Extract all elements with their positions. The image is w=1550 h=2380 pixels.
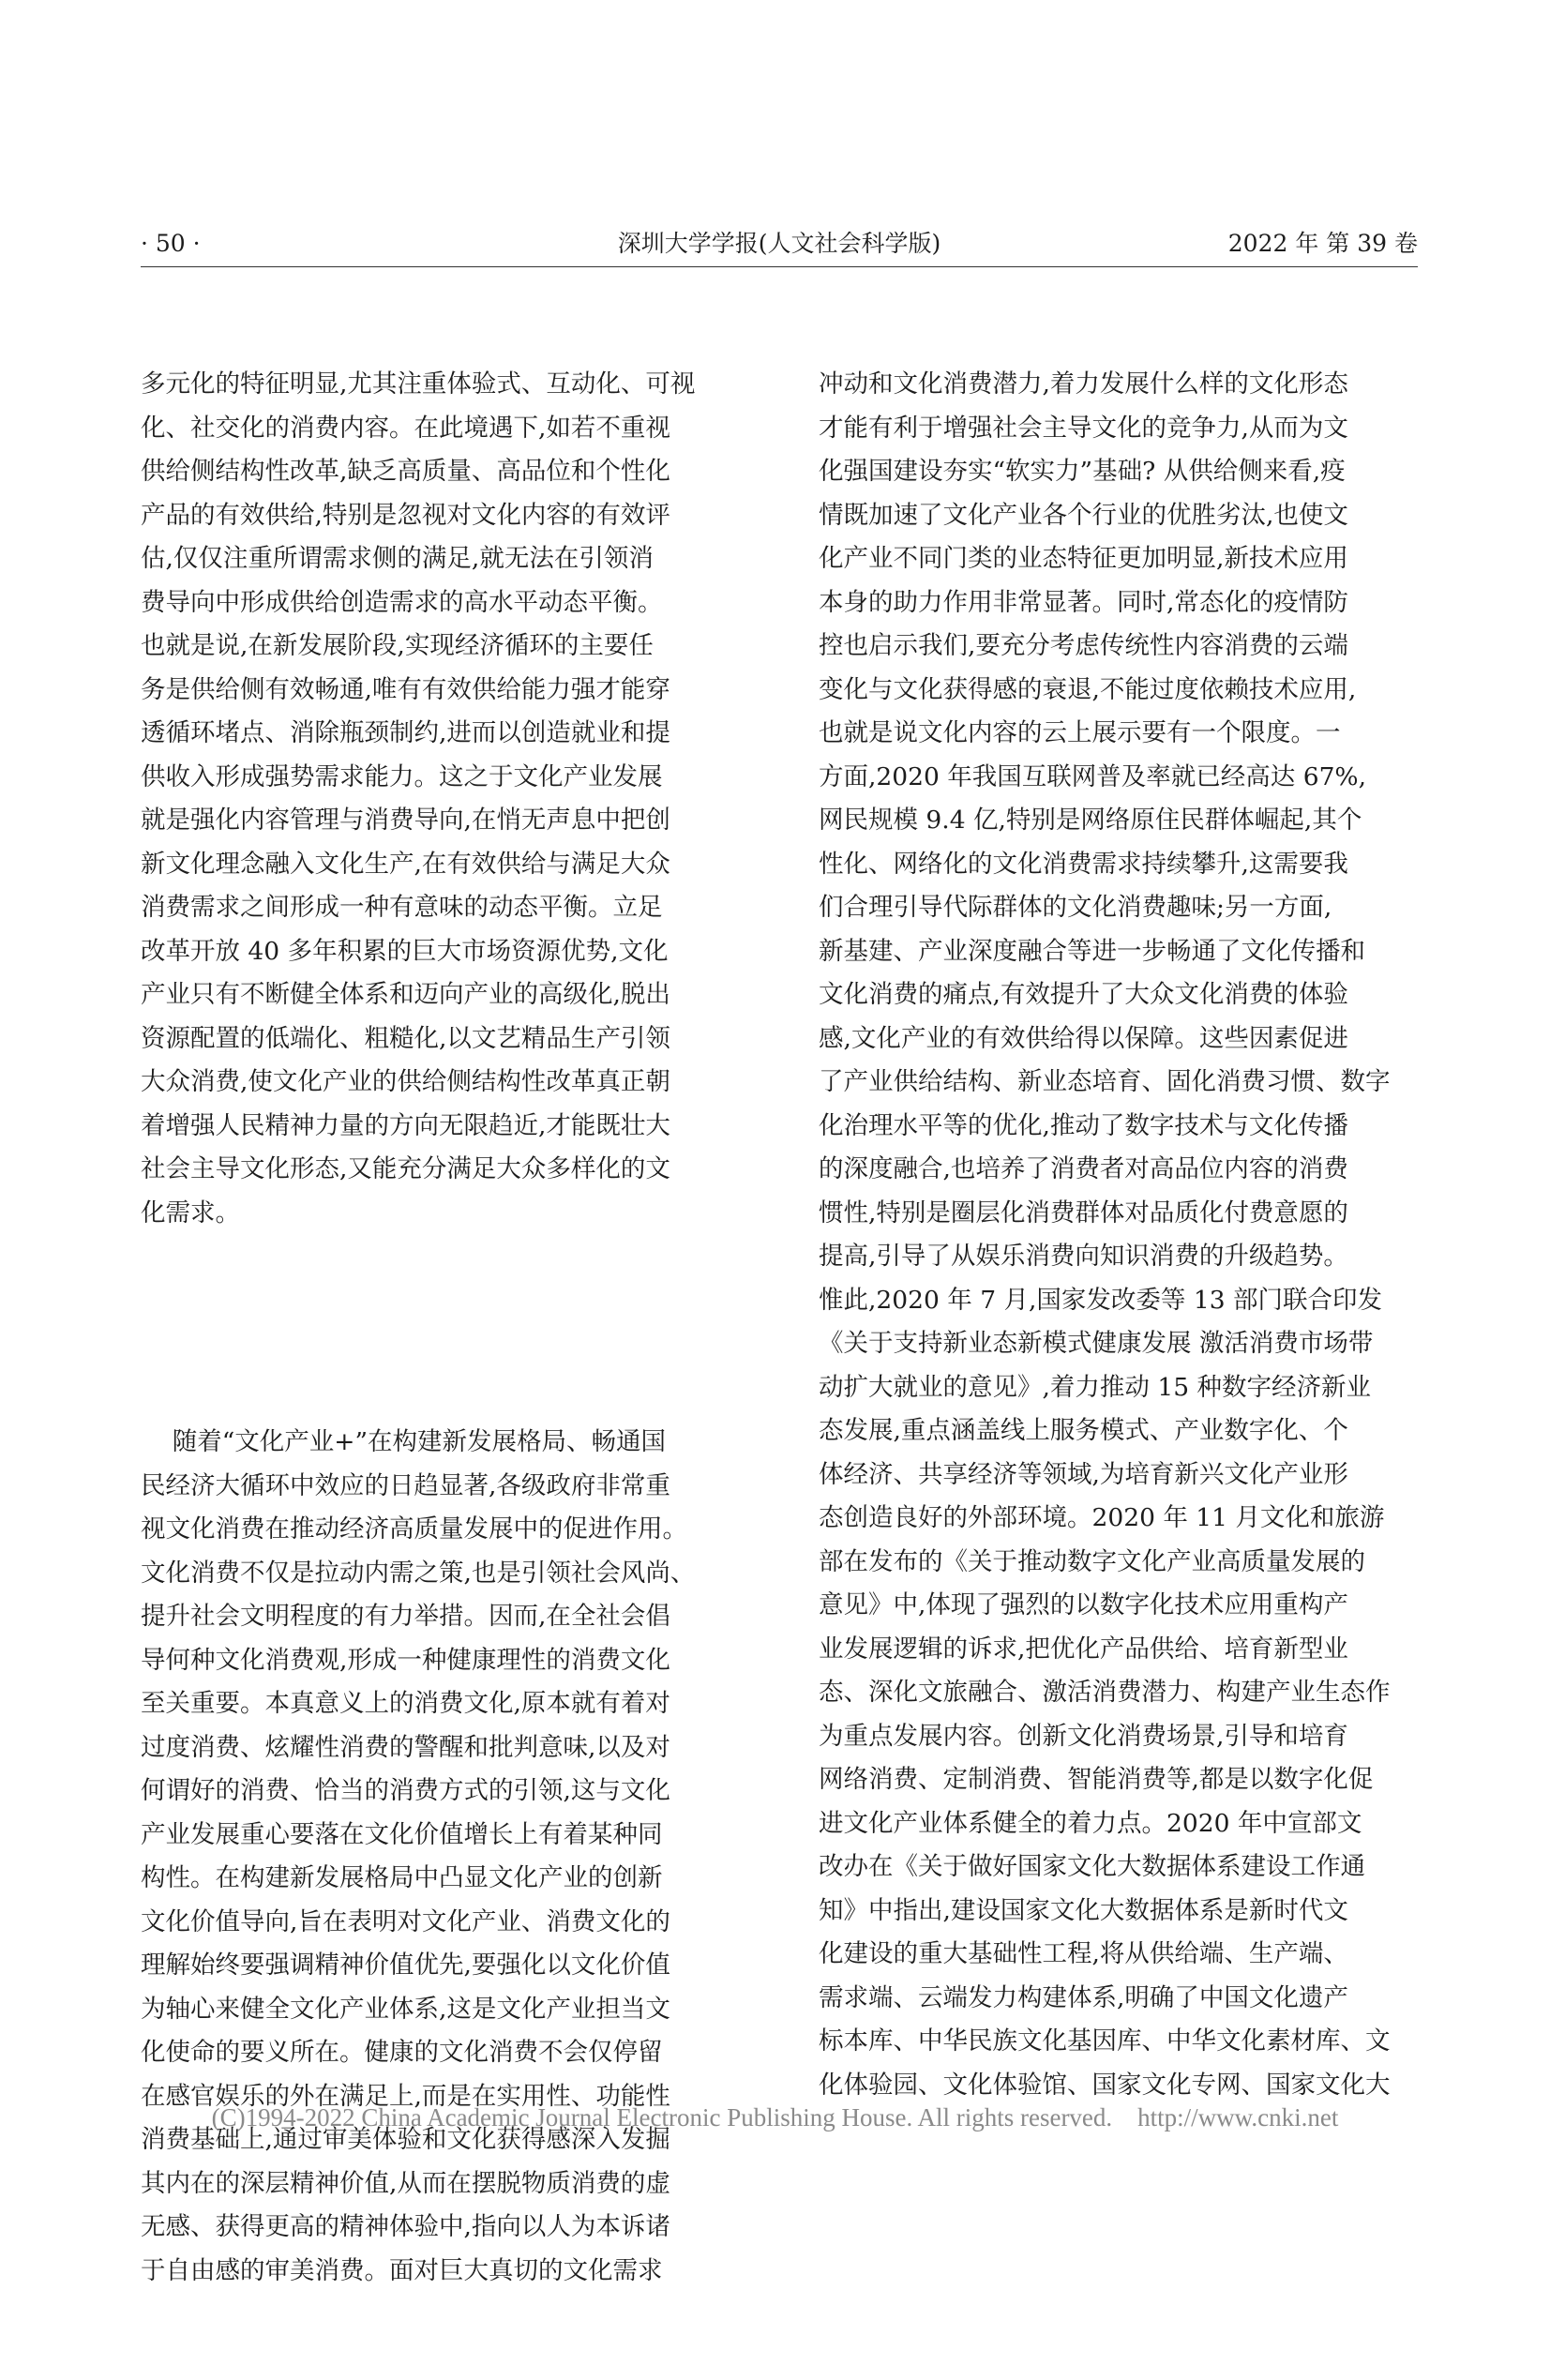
text-line: 产品的有效供给,特别是忽视对文化内容的有效评 <box>141 500 670 530</box>
running-header <box>141 225 1418 263</box>
text-line: 消费基础上,通过审美体验和文化获得感深入发掘 <box>141 2125 670 2154</box>
text-line: 部在发布的《关于推动数字文化产业高质量发展的 <box>819 1546 1365 1576</box>
text-line: 何谓好的消费、恰当的消费方式的引领,这与文化 <box>141 1776 670 1805</box>
text-line: 文化消费不仅是拉动内需之策,也是引领社会风尚、 <box>141 1558 696 1588</box>
header-rule <box>141 266 1418 267</box>
text-line: 了产业供给结构、新业态培育、固化消费习惯、数字 <box>819 1067 1391 1096</box>
text-line: 资源配置的低端化、粗糙化,以文艺精品生产引领 <box>141 1023 670 1053</box>
left-paragraph-2 <box>141 1421 741 2293</box>
volume-label: 2022 年 第 39 卷 <box>1227 230 1418 257</box>
text-line: 至关重要。本真意义上的消费文化,原本就有着对 <box>141 1689 670 1718</box>
text-line: 化建设的重大基础性工程,将从供给端、生产端、 <box>819 1939 1348 1968</box>
text-line: 意见》中,体现了强烈的以数字化技术应用重构产 <box>819 1590 1348 1619</box>
text-line: 情既加速了文化产业各个行业的优胜劣汰,也使文 <box>819 500 1348 530</box>
text-line: 为轴心来健全文化产业体系,这是文化产业担当文 <box>141 1994 670 2024</box>
text-line: 化产业不同门类的业态特征更加明显,新技术应用 <box>819 544 1348 573</box>
text-line: 也就是说文化内容的云上展示要有一个限度。一 <box>819 718 1341 747</box>
text-line: 惟此,2020 年 7 月,国家发改委等 13 部门联合印发 <box>819 1285 1382 1315</box>
journal-title: 深圳大学学报(人文社会科学版) <box>617 230 941 257</box>
paragraph-gap <box>141 1322 741 1333</box>
right-paragraph <box>819 363 1419 2107</box>
text-line: 改革开放 40 多年积累的巨大市场资源优势,文化 <box>141 936 669 966</box>
text-line: 产业发展重心要落在文化价值增长上有着某种同 <box>141 1819 663 1849</box>
text-line: 《关于支持新业态新模式健康发展 激活消费市场带 <box>819 1329 1374 1358</box>
text-line: 网络消费、定制消费、智能消费等,都是以数字化促 <box>819 1765 1374 1794</box>
text-line: 随着“文化产业+”在构建新发展格局、畅通国 <box>141 1427 666 1456</box>
text-line: 控也启示我们,要充分考虑传统性内容消费的云端 <box>819 631 1348 660</box>
text-line: 化需求。 <box>141 1198 240 1228</box>
text-line: 标本库、中华民族文化基因库、中华文化素材库、文 <box>819 2026 1391 2056</box>
text-line: 社会主导文化形态,又能充分满足大众多样化的文 <box>141 1154 670 1183</box>
text-line: 新基建、产业深度融合等进一步畅通了文化传播和 <box>819 936 1365 966</box>
text-line: 们合理引导代际群体的文化消费趣味;另一方面, <box>819 893 1332 922</box>
text-line: 进文化产业体系健全的着力点。2020 年中宣部文 <box>819 1808 1362 1838</box>
text-line: 其内在的深层精神价值,从而在摆脱物质消费的虚 <box>141 2168 670 2198</box>
text-line: 本身的助力作用非常显著。同时,常态化的疫情防 <box>819 587 1348 617</box>
text-line: 务是供给侧有效畅通,唯有有效供给能力强才能穿 <box>141 674 670 704</box>
text-line: 态发展,重点涵盖线上服务模式、产业数字化、个 <box>819 1416 1348 1445</box>
text-line: 就是强化内容管理与消费导向,在悄无声息中把创 <box>141 806 670 835</box>
text-line: 视文化消费在推动经济高质量发展中的促进作用。 <box>141 1514 687 1544</box>
text-line: 化、社交化的消费内容。在此境遇下,如若不重视 <box>141 413 670 443</box>
text-line: 文化价值导向,旨在表明对文化产业、消费文化的 <box>141 1906 670 1936</box>
text-line: 民经济大循环中效应的日趋显著,各级政府非常重 <box>141 1470 670 1500</box>
left-column <box>141 276 741 2380</box>
text-line: 构性。在构建新发展格局中凸显文化产业的创新 <box>141 1863 663 1892</box>
text-line: 多元化的特征明显,尤其注重体验式、互动化、可视 <box>141 369 696 399</box>
text-line: 着增强人民精神力量的方向无限趋近,才能既壮大 <box>141 1110 670 1140</box>
text-line: 态、深化文旅融合、激活消费潜力、构建产业生态作 <box>819 1678 1391 1707</box>
text-line: 为重点发展内容。创新文化消费场景,引导和培育 <box>819 1721 1348 1751</box>
text-line: 无感、获得更高的精神体验中,指向以人为本诉诸 <box>141 2212 670 2241</box>
text-line: 在感官娱乐的外在满足上,而是在实用性、功能性 <box>141 2081 670 2111</box>
copyright-footer: (C)1994-2022 China Academic Journal Electronic Publishing House. All rights reserved. http://www.cnki.net <box>211 2103 1339 2131</box>
right-column <box>819 276 1419 2194</box>
text-line: 动扩大就业的意见》,着力推动 15 种数字经济新业 <box>819 1372 1371 1402</box>
text-line: 变化与文化获得感的衰退,不能过度依赖技术应用, <box>819 674 1357 704</box>
text-line: 态创造良好的外部环境。2020 年 11 月文化和旅游 <box>819 1503 1385 1532</box>
text-line: 需求端、云端发力构建体系,明确了中国文化遗产 <box>819 1982 1348 2012</box>
text-line: 提升社会文明程度的有力举措。因而,在全社会倡 <box>141 1602 670 1631</box>
text-line: 于自由感的审美消费。面对巨大真切的文化需求 <box>141 2255 663 2285</box>
text-line: 估,仅仅注重所谓需求侧的满足,就无法在引领消 <box>141 544 654 573</box>
text-line: 提高,引导了从娱乐消费向知识消费的升级趋势。 <box>819 1242 1348 1271</box>
text-line: 化治理水平等的优化,推动了数字技术与文化传播 <box>819 1110 1348 1140</box>
page-number: · 50 · <box>141 230 201 257</box>
text-line: 导何种文化消费观,形成一种健康理性的消费文化 <box>141 1645 670 1675</box>
text-line: 大众消费,使文化产业的供给侧结构性改革真正朝 <box>141 1067 670 1096</box>
text-line: 供给侧结构性改革,缺乏高质量、高品位和个性化 <box>141 457 670 486</box>
text-line: 化使命的要义所在。健康的文化消费不会仅停留 <box>141 2038 663 2067</box>
text-line: 性化、网络化的文化消费需求持续攀升,这需要我 <box>819 849 1348 879</box>
text-line: 费导向中形成供给创造需求的高水平动态平衡。 <box>141 587 663 617</box>
text-line: 网民规模 9.4 亿,特别是网络原住民群体崛起,其个 <box>819 806 1362 835</box>
text-line: 的深度融合,也培养了消费者对高品位内容的消费 <box>819 1154 1348 1183</box>
left-paragraph-1 <box>141 363 741 1235</box>
text-line: 也就是说,在新发展阶段,实现经济循环的主要任 <box>141 631 654 660</box>
text-line: 文化消费的痛点,有效提升了大众文化消费的体验 <box>819 980 1348 1009</box>
text-line: 惯性,特别是圈层化消费群体对品质化付费意愿的 <box>819 1198 1348 1228</box>
text-line: 透循环堵点、消除瓶颈制约,进而以创造就业和提 <box>141 718 670 747</box>
text-line: 化强国建设夯实“软实力”基础? 从供给侧来看,疫 <box>819 457 1346 486</box>
text-line: 产业只有不断健全体系和迈向产业的高级化,脱出 <box>141 980 670 1009</box>
text-line: 业发展逻辑的诉求,把优化产品供给、培育新型业 <box>819 1634 1348 1664</box>
text-line: 消费需求之间形成一种有意味的动态平衡。立足 <box>141 893 663 922</box>
text-line: 化体验园、文化体验馆、国家文化专网、国家文化大 <box>819 2070 1391 2100</box>
text-line: 供收入形成强势需求能力。这之于文化产业发展 <box>141 761 663 791</box>
text-line: 理解始终要强调精神价值优先,要强化以文化价值 <box>141 1951 670 1980</box>
text-line: 方面,2020 年我国互联网普及率就已经高达 67%, <box>819 761 1367 791</box>
text-line: 知》中指出,建设国家文化大数据体系是新时代文 <box>819 1895 1348 1925</box>
text-line: 感,文化产业的有效供给得以保障。这些因素促进 <box>819 1023 1348 1053</box>
text-line: 过度消费、炫耀性消费的警醒和批判意味,以及对 <box>141 1732 670 1762</box>
text-line: 才能有利于增强社会主导文化的竞争力,从而为文 <box>819 413 1348 443</box>
text-line: 冲动和文化消费潜力,着力发展什么样的文化形态 <box>819 369 1348 399</box>
text-line: 改办在《关于做好国家文化大数据体系建设工作通 <box>819 1852 1365 1881</box>
text-line: 新文化理念融入文化生产,在有效供给与满足大众 <box>141 849 670 879</box>
text-line: 体经济、共享经济等领域,为培育新兴文化产业形 <box>819 1459 1348 1489</box>
